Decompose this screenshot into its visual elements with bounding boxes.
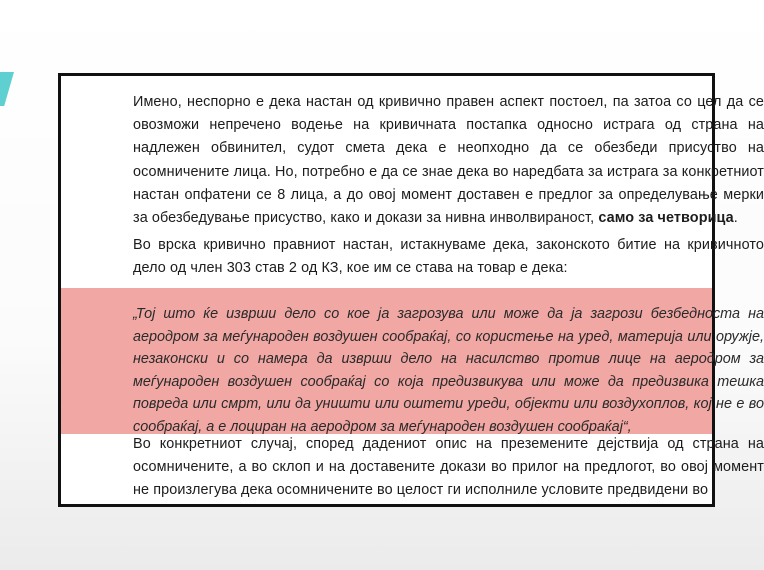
paragraph-1-end: .: [733, 210, 738, 227]
paragraph-1-bold: само за четворица: [598, 210, 734, 227]
legal-quote: „Тој што ќе изврши дело со кое ја загрозува или може да ја загрози безбедноста на аеродром за меѓународен воздушен сообраќај, со користење на уред, материја или оружје, незаконски и со намера да изврши дело на насилство против лице на аеродром за меѓународен воздушен сообраќај со која предизвикува или може да предизвика тешка повреда или смрт, или да уништи или оштети уреди, објекти или воздухоплов, кој не е во сообраќај, а е лоциран на аеродром за меѓународен воздушен сообраќај“,: [133, 306, 764, 435]
paragraph-1: [71, 91, 764, 230]
accent-stripe: [0, 72, 14, 106]
document-excerpt: [58, 73, 764, 507]
paragraph-2: Во врска кривично правниот настан, истакнуваме дека, законското битие на кривичното дело од член 303 став 2 од КЗ, кое им се става на товар е дека:: [133, 237, 764, 277]
paragraph-4: Во конкретниот случај, според дадениот опис на преземените дејствија од страна на осомничените, а во склоп и на доставените докази во прилог на предлогот, во овој момент не произлегува дека осомничените во целост ги исполниле условите предвидени во: [133, 436, 764, 499]
paragraph-1-text: Имено, неспорно е дека настан од кривично правен аспект постоел, па затоа со цел да се овозможи непречено водење на кривичната постапка односно истрага од страна на надлежен обвинител, судот смета дека е неопходно да се обезбеди присуство на осомничените лица. Но, потребно е да се знае дека во наредбата за истрага за конкретниот настан опфатени се 8 лица, а до овој момент доставен е предлог за определување мерки за обезбедување присуство, како и докази за нивна инволвираност,: [133, 94, 764, 227]
